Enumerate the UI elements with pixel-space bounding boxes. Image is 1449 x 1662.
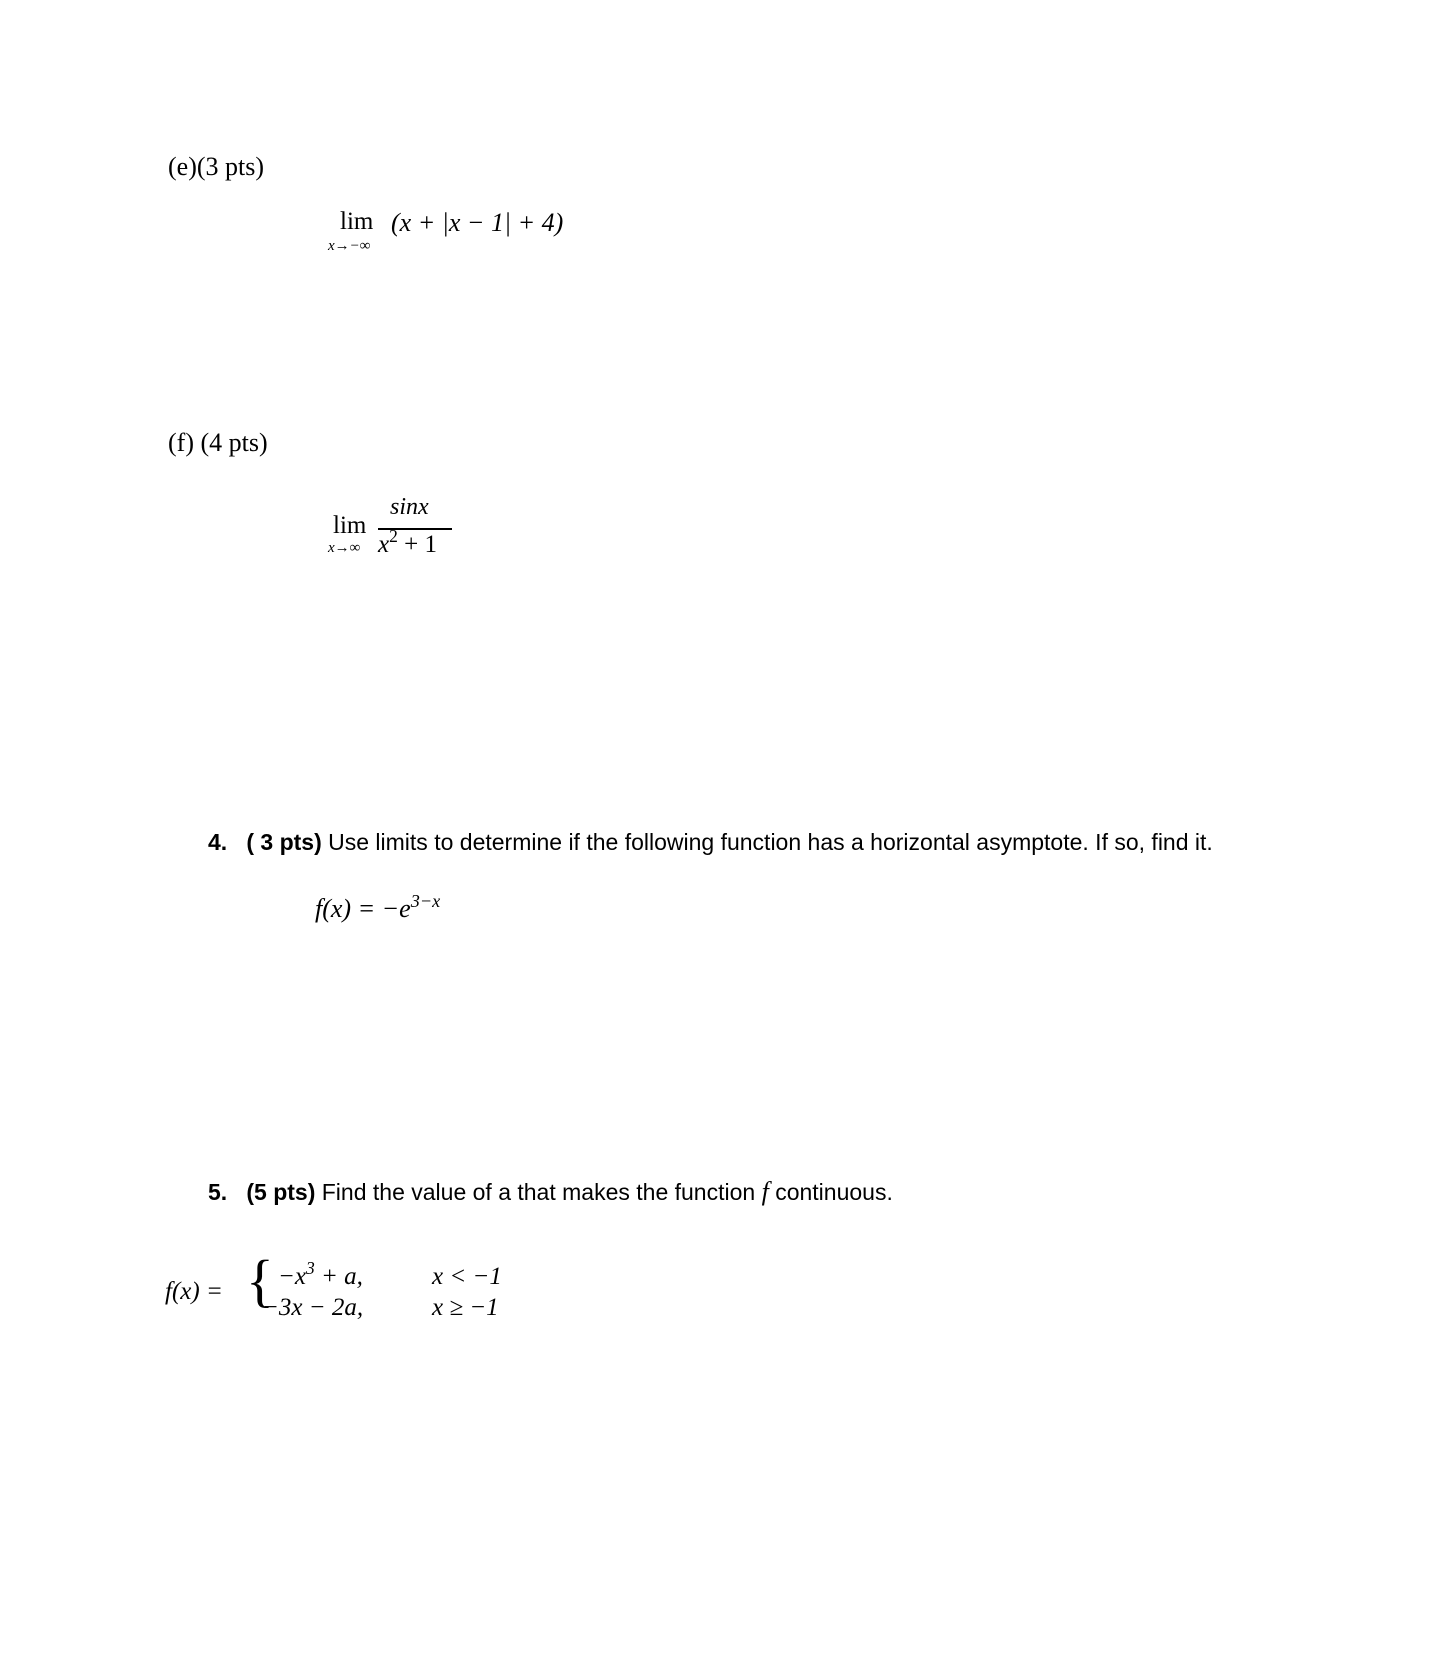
question-5-function-lhs: f(x) = [165,1278,223,1305]
question-4-function: $f(x) = -e^{3-x}$ [315,891,441,923]
question-5-case2-condition: x ≥ −1 [432,1294,499,1321]
part-f-label: (f) (4 pts) [168,428,268,457]
question-4-number: 4. [208,829,228,855]
part-f-denominator: $x^2 + 1$ [378,526,437,558]
part-e-lim-subscript: x→−∞ [328,238,371,254]
part-f-numerator: sinx [390,494,429,520]
question-4-text: 4. ( 3 pts) Use limits to determine if the following function has a horizontal asymptote. If so, find it. [208,829,1213,855]
question-5-brace: { [246,1248,274,1313]
question-5-case1-expression: $-x^3 + a$, [278,1258,363,1290]
question-4-points: ( 3 pts) [246,829,322,855]
part-e-lim: lim [340,208,374,235]
question-5-case1-condition: x < −1 [432,1263,502,1290]
question-5-points: (5 pts) [246,1179,316,1205]
question-5-text: 5. (5 pts) Find the value of a that makes the function f continuous. [208,1177,893,1206]
question-5-number: 5. [208,1179,228,1205]
part-f-lim-subscript: x→∞ [328,540,361,556]
part-f-lim: lim [333,512,367,539]
part-e-expression: (x + |x − 1| + 4) [391,208,564,237]
part-e-label: (e)(3 pts) [168,152,265,181]
question-5-case2-expression: −3x − 2a, [262,1294,364,1321]
